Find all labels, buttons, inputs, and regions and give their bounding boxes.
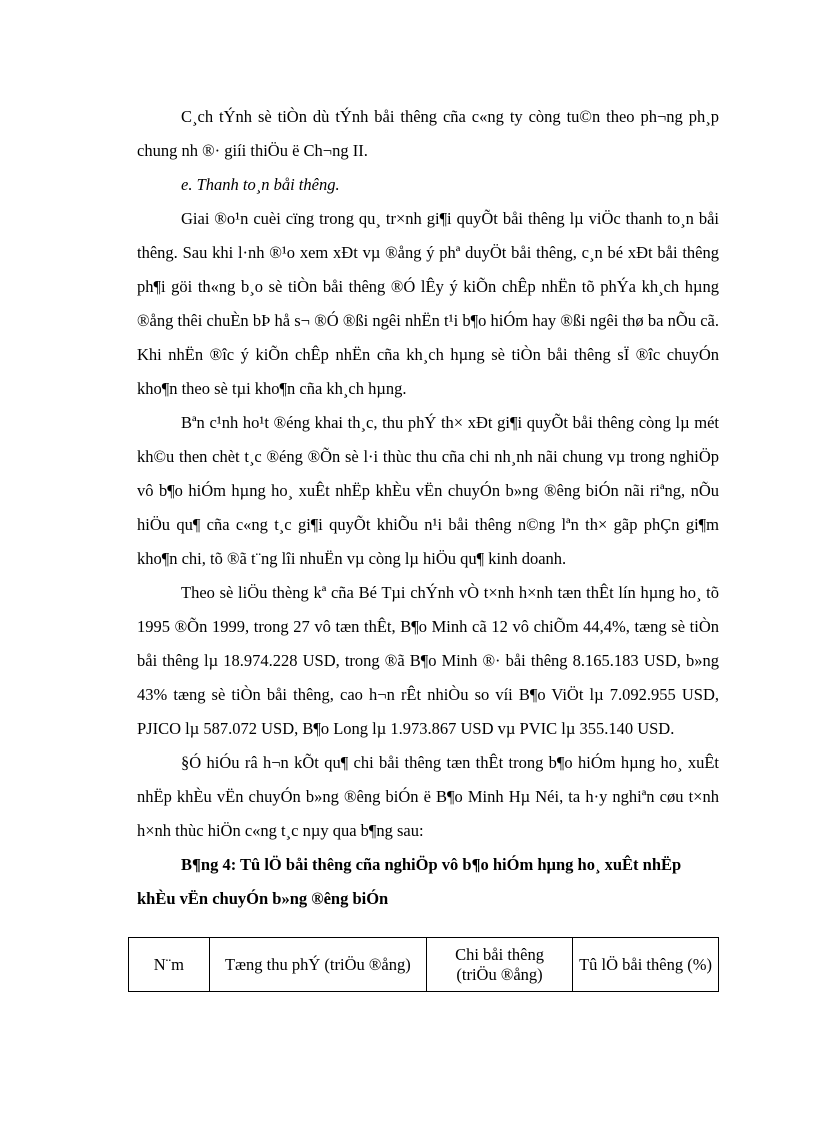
section-heading-payment: e. Thanh to¸n båi thêng.	[181, 175, 340, 194]
paragraph-table-intro: §Ó hiÓu râ h¬n kÕt qu¶ chi båi thêng tæn thÊt trong b¶o hiÓm hµng ho¸ xuÊt nhËp khÈu vËn chuyÓn b»ng ®êng biÓn ë B¶o Minh Hµ Néi, ta h·y nghiªn cøu t×nh h×nh thùc hiÖn c«ng t¸c nµy qua b¶ng sau:	[137, 753, 719, 840]
claims-ratio-table	[128, 937, 719, 992]
paragraph-calculation-method: C¸ch tÝnh sè tiÒn dù tÝnh båi thêng cña c«ng ty còng tu©n theo ph¬ng ph¸p chung nh ®· giíi thiÖu ë Ch¬ng II.	[137, 107, 719, 160]
paragraph-claims-importance: Bªn c¹nh ho¹t ®éng khai th¸c, thu phÝ th× xÐt gi¶i quyÕt båi thêng còng lµ mét kh©u then chèt t¸c ®éng ®Õn sè l·i thùc thu cña chi nh¸nh nãi chung vµ trong nghiÖp vô b¶o hiÓm hµng ho¸ xuÊt nhËp khÈu vËn chuyÓn b»ng ®êng biÓn nãi riªng, nÕu hiÖu qu¶ cña c«ng t¸c gi¶i quyÕt khiÕu n¹i båi thêng n©ng lªn th× gãp phÇn gi¶m kho¶n chi, tõ ®ã t¨ng lîi nhuËn vµ còng lµ hiÖu qu¶ kinh doanh.	[137, 413, 719, 568]
header-claims-ratio: Tû lÖ båi thêng (%)	[573, 938, 719, 992]
table-caption: B¶ng 4: Tû lÖ båi thêng cña nghiÖp vô b¶o hiÓm hµng ho¸ xuÊt nhËp khÈu vËn chuyÓn b»ng ®êng biÓn	[137, 855, 682, 908]
document-body	[137, 100, 719, 916]
paragraph-loss-statistics: Theo sè liÖu thèng kª cña Bé Tµi chÝnh vÒ t×nh h×nh tæn thÊt lín hµng ho¸ tõ 1995 ®Õn 1999, trong 27 vô tæn thÊt, B¶o Minh cã 12 vô chiÕm 44,4%, tæng sè tiÒn båi thêng lµ 18.974.228 USD, trong ®ã B¶o Minh ®· båi thêng 8.165.183 USD, b»ng 43% tæng sè tiÒn båi thêng, cao h¬n rÊt nhiÒu so víi B¶o ViÖt lµ 7.092.955 USD, PJICO lµ 587.072 USD, B¶o Long lµ 1.973.867 USD vµ PVIC lµ 355.140 USD.	[137, 583, 719, 738]
header-year: N¨m	[129, 938, 210, 992]
header-total-premium: Tæng thu phÝ (triÖu ®ång)	[209, 938, 426, 992]
header-claims-paid: Chi båi thêng (triÖu ®ång)	[427, 938, 573, 992]
paragraph-payment-stage: Giai ®o¹n cuèi cïng trong qu¸ tr×nh gi¶i quyÕt båi thêng lµ viÖc thanh to¸n båi thêng. Sau khi l·nh ®¹o xem xÐt vµ ®ång ý phª duyÖt båi thêng, c¸n bé xÐt båi thêng ph¶i göi th«ng b¸o sè tiÒn båi thêng ®Ó lÊy ý kiÕn chÊp nhËn tõ phÝa kh¸ch hµng ®ång thêi chuÈn bÞ hå s¬ ®Ó ®ßi ngêi nhËn t¹i b¶o hiÓm hay ®ßi ngêi thø ba nÕu cã. Khi nhËn ®îc ý kiÕn chÊp nhËn cña kh¸ch hµng sè tiÒn båi thêng sÏ ®îc chuyÓn kho¶n theo sè tµi kho¶n cña kh¸ch hµng.	[137, 209, 719, 398]
table-header-row	[129, 938, 719, 992]
